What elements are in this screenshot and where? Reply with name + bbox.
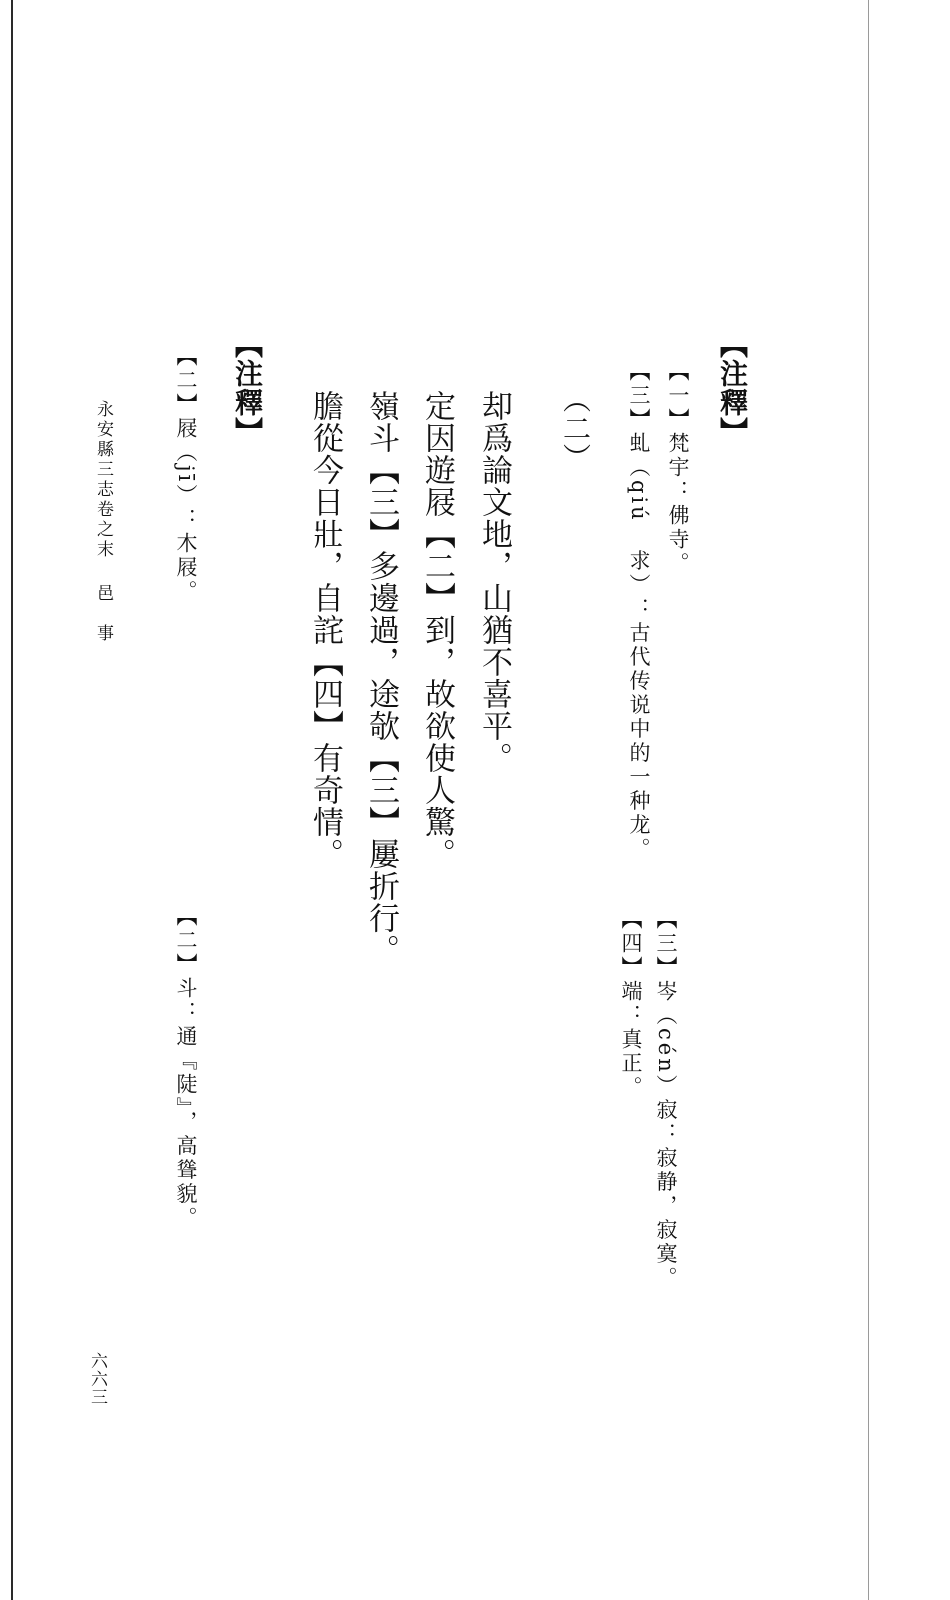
poem-number: （二）	[559, 385, 592, 472]
note-pinyin: jī	[174, 465, 198, 485]
note-pinyin: qiú	[627, 480, 651, 523]
lower-note-1	[175, 345, 196, 604]
note-text: 斗：通『陡』，高聳貌。	[174, 977, 198, 1231]
note-text: ）寂：寂静，寂寞。	[654, 1074, 678, 1291]
poem-line-3: 嶺斗【三】多邊過，途欹【三】屢折行。	[363, 390, 399, 966]
note-pinyin: cén	[654, 1028, 678, 1075]
note-text: 端：真正。	[619, 980, 643, 1100]
lower-note-2	[175, 905, 196, 1231]
note-number: 【三】	[627, 360, 651, 432]
note-number: 【二】	[174, 345, 198, 417]
page-number: 六六三	[87, 1352, 107, 1406]
upper-note-2	[628, 360, 649, 862]
running-head	[94, 400, 111, 644]
note-headword: 虬（	[627, 432, 651, 480]
running-head-section: 邑 事	[93, 584, 113, 644]
note-number: 【一】	[666, 360, 690, 432]
lower-notes-heading: 【注釋】	[231, 330, 264, 446]
note-number: 【四】	[619, 908, 643, 980]
note-text: 求）：古代传说中的一种龙。	[627, 522, 651, 862]
poem-line-1: 却爲論文地，山猶不喜平。	[476, 390, 512, 774]
poem-line-4: 膽從今日壯，自詫【四】有奇情。	[307, 390, 343, 870]
upper-note-1	[667, 360, 688, 576]
page-edge-left	[11, 0, 13, 1600]
note-headword: 岑（	[654, 980, 678, 1028]
upper-note-4	[620, 908, 641, 1100]
upper-note-3	[655, 908, 676, 1291]
upper-notes-heading: 【注釋】	[716, 330, 749, 446]
note-text: ）：木屐。	[174, 484, 198, 605]
note-headword: 屐（	[174, 417, 198, 465]
note-number: 【三】	[654, 908, 678, 980]
poem-line-2: 定因遊屐【二】到，故欲使人驚。	[419, 390, 455, 870]
note-number: 【二】	[174, 905, 198, 977]
page-edge-right	[868, 0, 869, 1600]
running-head-title: 永安縣三志卷之末	[93, 400, 113, 560]
note-text: 梵宇：佛寺。	[666, 432, 690, 576]
